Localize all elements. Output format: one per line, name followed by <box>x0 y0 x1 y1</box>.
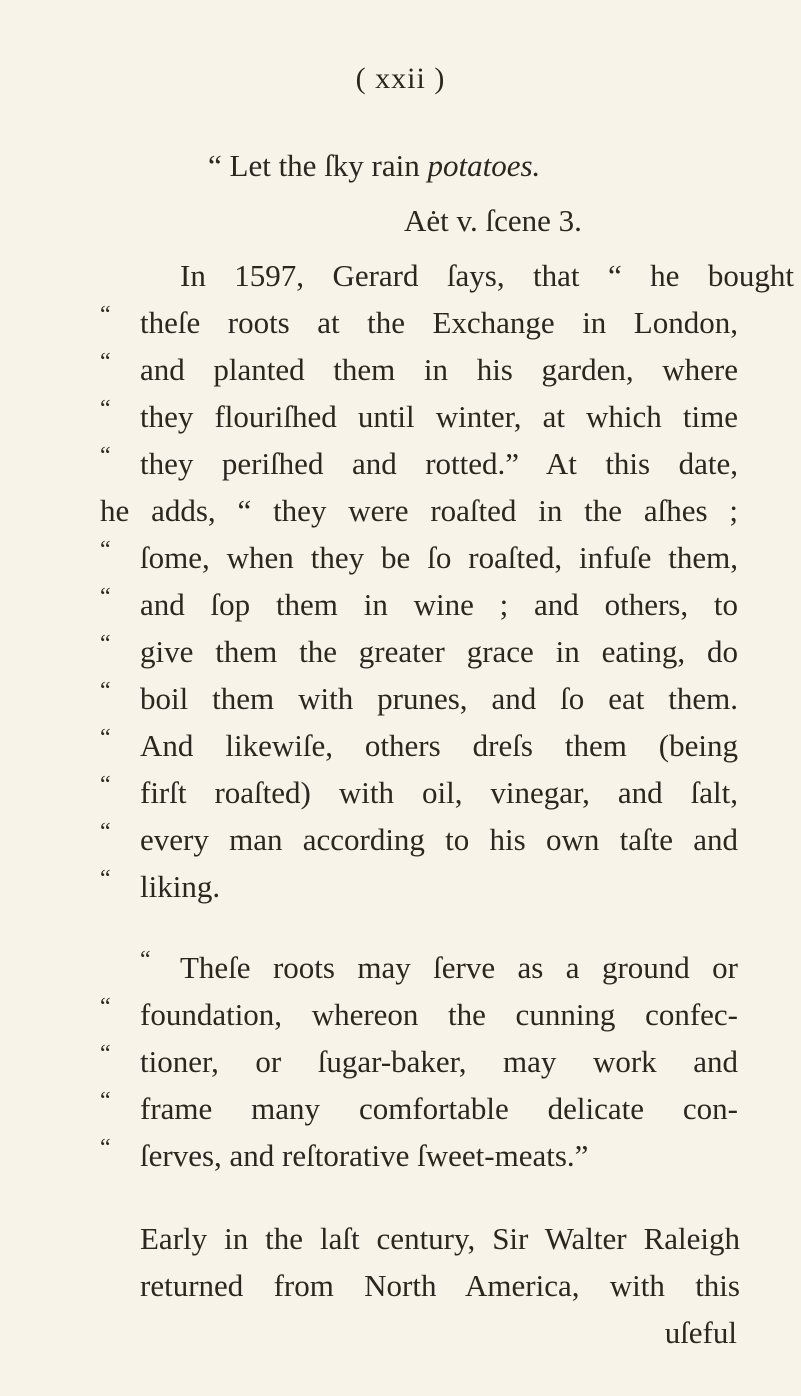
epigraph-citation: Aėt v. ſcene 3. <box>404 203 582 238</box>
quote-mark: “ <box>100 302 111 328</box>
epigraph-quote-text: “ Let the ſky rain <box>208 148 428 183</box>
line-text: firſt roaſted) with oil, vinegar, and ſalt, <box>140 775 738 810</box>
line-text: give them the greater grace in eating, do <box>140 634 738 669</box>
quote-mark: “ <box>100 584 111 610</box>
line-text: In 1597, Gerard ſays, that “ he bought <box>180 258 794 293</box>
quote-mark: “ <box>140 947 151 973</box>
line-text: tioner, or ſugar-baker, may work and <box>140 1044 738 1079</box>
quote-mark: “ <box>100 819 111 845</box>
quote-mark: “ <box>100 631 111 657</box>
line-text: they flouriſhed until winter, at which time <box>140 399 738 434</box>
line-text: And likewiſe, others dreſs them (being <box>140 728 738 763</box>
quote-mark: “ <box>100 678 111 704</box>
quote-mark: “ <box>100 866 111 892</box>
quote-mark: “ <box>100 1088 111 1114</box>
line-text: they periſhed and rotted.” At this date, <box>140 446 738 481</box>
quote-mark: “ <box>100 349 111 375</box>
quote-mark: “ <box>100 443 111 469</box>
line-text: foundation, whereon the cunning confec- <box>140 997 738 1032</box>
line-text: theſe roots at the Exchange in London, <box>140 305 738 340</box>
line-text: he adds, “ they were roaſted in the aſhes ; <box>100 493 738 528</box>
epigraph-quote-italic: potatoes. <box>427 148 541 183</box>
line-text: ſerves, and reſtorative ſweet-meats.” <box>140 1138 589 1173</box>
line-text: ſome, when they be ſo roaſted, infuſe them, <box>140 540 738 575</box>
catchword: uſeful <box>664 1315 737 1350</box>
quote-mark: “ <box>100 725 111 751</box>
quote-mark: “ <box>100 1135 111 1161</box>
line-text: and planted them in his garden, where <box>140 352 738 387</box>
quote-mark: “ <box>100 537 111 563</box>
line-text: Early in the laſt century, Sir Walter Raleigh <box>140 1221 740 1256</box>
quote-mark: “ <box>100 1041 111 1067</box>
quote-mark: “ <box>100 396 111 422</box>
line-text: boil them with prunes, and ſo eat them. <box>140 681 738 716</box>
line-text: frame many comfortable delicate con- <box>140 1091 738 1126</box>
quote-mark: “ <box>100 994 111 1020</box>
quote-mark: “ <box>100 772 111 798</box>
line-text: every man according to his own taſte and <box>140 822 738 857</box>
epigraph-quote <box>208 150 540 181</box>
line-text: Theſe roots may ſerve as a ground or <box>180 950 738 985</box>
line-text: returned from North America, with this <box>140 1268 740 1303</box>
line-text: and ſop them in wine ; and others, to <box>140 587 738 622</box>
page-number-header: ( xxii ) <box>355 62 446 95</box>
line-text: liking. <box>140 869 221 904</box>
